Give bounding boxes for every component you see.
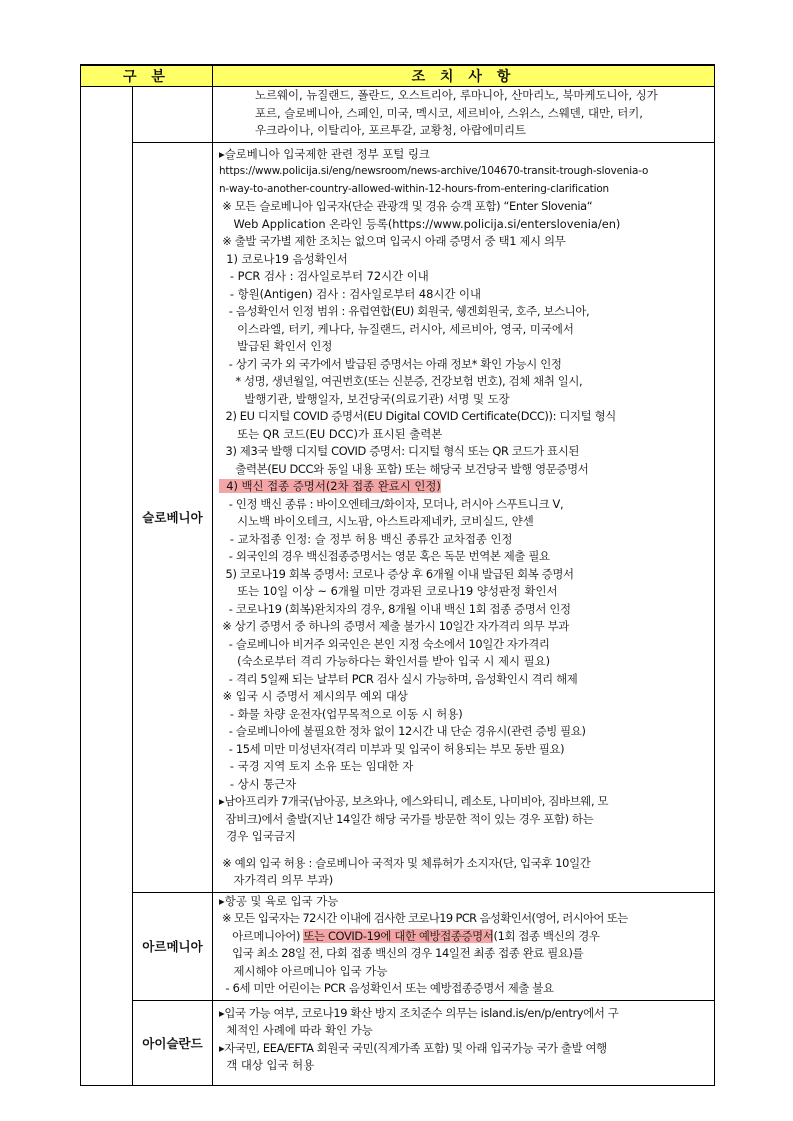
measures-table	[80, 64, 715, 1086]
content-cell-slovenia	[213, 142, 715, 892]
portal-link[interactable]: n-way-to-another-country-allowed-within-12-hours-from-entering-clarification	[219, 182, 609, 195]
text-line: 출력본(EU DCC와 동일 내용 포함) 또는 해당국 보건당국 발행 영문증명서	[219, 461, 589, 476]
text-line: - 국경 지역 토지 소유 또는 임대한 자	[219, 759, 414, 773]
text-line: ▸슬로베니아 입국제한 관련 정부 포털 링크	[219, 146, 430, 161]
text-line: ※ 입국 시 증명서 제시의무 예외 대상	[219, 689, 408, 703]
text-line: 3) 제3국 발행 디지털 COVID 증명서: 디지털 형식 또는 QR 코드가 표시된	[219, 444, 579, 458]
text-line: 발급된 확인서 인정	[219, 339, 333, 353]
text-line: 체적인 사례에 따라 확인 가능	[219, 1023, 373, 1037]
header-measures: 조 치 사 항	[213, 65, 715, 87]
text-line: 자가격리 의무 부과)	[219, 873, 334, 887]
text-line: - 교차접종 인정: 슬 정부 허용 백신 종류간 교차접종 인정	[219, 531, 513, 546]
text-line: - 코로나19 (회복)완치자의 경우, 8개월 이내 백신 1회 접종 증명서 인정	[219, 601, 571, 616]
text-line: - 인정 백신 종류 : 바이오엔테크/화이자, 모더나, 러시아 스푸트니크 V,	[219, 496, 564, 511]
text-line: - 6세 미만 어린이는 PCR 음성확인서 또는 예방접종증명서 제출 불요	[219, 981, 554, 995]
spacer	[219, 846, 710, 855]
text-line: ▸항공 및 육로 입국 가능	[219, 893, 339, 908]
text-line: - 슬로베니아에 불필요한 정차 없이 12시간 내 단순 경유시(관련 증빙 필요)	[219, 724, 586, 738]
table-row-slovenia	[81, 142, 715, 892]
text-line: ▸자국민, EEA/EFTA 회원국 국민(직계가족 포함) 및 아래 입국가능 국가 출발 여행	[219, 1040, 607, 1055]
text-line: ▸입국 가능 여부, 코로나19 확산 방지 조치준수 의무는 island.is/en/p/entry에서 구	[219, 1005, 619, 1020]
text-line: 입국 최소 28일 전, 다회 접종 백신의 경우 14일전 최종 접종 완료 필요)를	[219, 946, 584, 960]
text-line: ▸남아프리카 7개국(남아공, 보츠와나, 에스와티니, 레소토, 나미비아, 짐바브웨, 모	[219, 794, 609, 808]
highlight-vaccination-certificate: 아르메니아어) 또는 COVID-19에 대한 예방접종증명서(1회 접종 백신의 경우	[219, 928, 600, 943]
text-line: - 상기 국가 외 국가에서 발급된 증명서는 아래 정보* 확인 가능시 인정	[219, 356, 562, 371]
table-row-iceland	[81, 1000, 715, 1085]
highlight-vaccine-certificate: 4) 백신 접종 증명서(2차 접종 완료시 인정)	[219, 479, 441, 493]
country-name-armenia: 아르메니아	[133, 892, 213, 1000]
text-line: 노르웨이, 뉴질랜드, 폴란드, 오스트리아, 루마니아, 산마리노, 북마케도니아, 싱가	[255, 88, 658, 102]
text-line: - 화물 차량 운전자(업무목적으로 이동 시 허용)	[219, 706, 463, 721]
text-line: ※ 예외 입국 허용 : 슬로베니아 국적자 및 체류허가 소지자(단, 입국후 10일간	[219, 855, 591, 870]
text-line: ※ 상기 증명서 중 하나의 증명서 제출 불가시 10일간 자가격리 의무 부과	[219, 619, 569, 633]
text-line: 발행기관, 발행일자, 보건당국(의료기관) 서명 및 도장	[219, 391, 510, 406]
text-line: ※ 출발 국가별 제한 조치는 없으며 입국시 아래 증명서 중 택1 제시 의무	[219, 234, 566, 248]
portal-link[interactable]: https://www.policija.si/eng/newsroom/news-archive/104670-transit-trough-slovenia-o	[219, 165, 649, 177]
text-line: 경우 입국금지	[219, 829, 296, 843]
text-line-highlighted	[219, 928, 710, 946]
text-line: 5) 코로나19 회복 증명서: 코로나 증상 후 6개월 이내 발급된 회복 증명서	[219, 566, 574, 581]
text-line: 시노백 바이오테크, 시노팜, 아스트라제네카, 코비실드, 얀센	[219, 514, 534, 528]
country-name-iceland: 아이슬란드	[133, 1000, 213, 1085]
text-line: 우크라이나, 이탈리아, 포르투갈, 교황청, 아랍에미리트	[255, 123, 527, 137]
content-cell-continued	[213, 87, 715, 143]
text-line: - 항원(Antigen) 검사 : 검사일로부터 48시간 이내	[219, 286, 482, 301]
text-line: - 격리 5일째 되는 날부터 PCR 검사 실시 가능하며, 음성확인시 격리 해제	[219, 671, 578, 686]
country-cell-empty	[133, 87, 213, 143]
text-line-highlighted	[219, 478, 710, 496]
text-line: - 음성확인서 인정 범위 : 유럽연합(EU) 회원국, 쉥겐회원국, 호주, 보스니아,	[219, 304, 590, 318]
text-line: * 성명, 생년월일, 여권번호(또는 신분증, 건강보험 번호), 검체 채취 일시,	[219, 374, 583, 388]
table-row-armenia	[81, 892, 715, 1000]
text-line: - PCR 검사 : 검사일로부터 72시간 이내	[219, 269, 429, 283]
text-line: ※ 모든 슬로베니아 입국자(단순 관광객 및 경유 승객 포함) “Enter Slovenia“	[219, 199, 593, 213]
text-line: 또는 QR 코드(EU DCC)가 표시된 출력본	[219, 426, 443, 441]
text-line: 객 대상 입국 허용	[219, 1058, 315, 1072]
text-line: 이스라엘, 터키, 케나다, 뉴질랜드, 러시아, 세르비아, 영국, 미국에서	[219, 321, 574, 336]
text-line: 포르, 슬로베니아, 스페인, 미국, 멕시코, 세르비아, 스위스, 스웨덴, 대만, 터키,	[255, 105, 643, 120]
header-category: 구 분	[81, 65, 213, 87]
text-line: - 외국인의 경우 백신접종증명서는 영문 혹은 독문 번역본 제출 필요	[219, 549, 550, 563]
highlight-span: 또는 COVID-19에 대한 예방접종증명서	[303, 928, 494, 943]
text-line: 2) EU 디지털 COVID 증명서(EU Digital COVID Certificate(DCC)): 디지털 형식	[219, 409, 616, 423]
region-cell	[81, 87, 133, 1086]
table-header	[81, 65, 715, 87]
text-line: 잠비크)에서 출발(지난 14일간 해당 국가를 방문한 적이 있는 경우 포함) 하는	[219, 811, 594, 826]
country-name-slovenia: 슬로베니아	[133, 142, 213, 892]
content-cell-armenia	[213, 892, 715, 1000]
text-line: - 슬로베니아 비거주 외국인은 본인 지정 숙소에서 10일간 자가격리	[219, 636, 550, 651]
table-row-continued	[81, 87, 715, 143]
content-cell-iceland	[213, 1000, 715, 1085]
text-line: 1) 코로나19 음성확인서	[219, 251, 348, 266]
text-line: 제시해야 아르메니아 입국 가능	[219, 963, 388, 978]
text-line: Web Application 온라인 등록(https://www.policija.si/enterslovenia/en)	[219, 216, 621, 231]
text-line: 또는 10일 이상 ~ 6개월 미만 경과된 코로나19 양성판정 확인서	[219, 584, 558, 598]
text-line: - 15세 미만 미성년자(격리 미부과 및 입국이 허용되는 부모 동반 필요)	[219, 741, 565, 756]
text-line: (숙소로부터 격리 가능하다는 확인서를 받아 입국 시 제시 필요)	[219, 654, 551, 668]
document-page	[80, 64, 714, 1086]
text-line: ※ 모든 입국자는 72시간 이내에 검사한 코로나19 PCR 음성확인서(영어, 러시아어 또는	[219, 911, 628, 925]
text-line: - 상시 통근자	[219, 776, 297, 791]
